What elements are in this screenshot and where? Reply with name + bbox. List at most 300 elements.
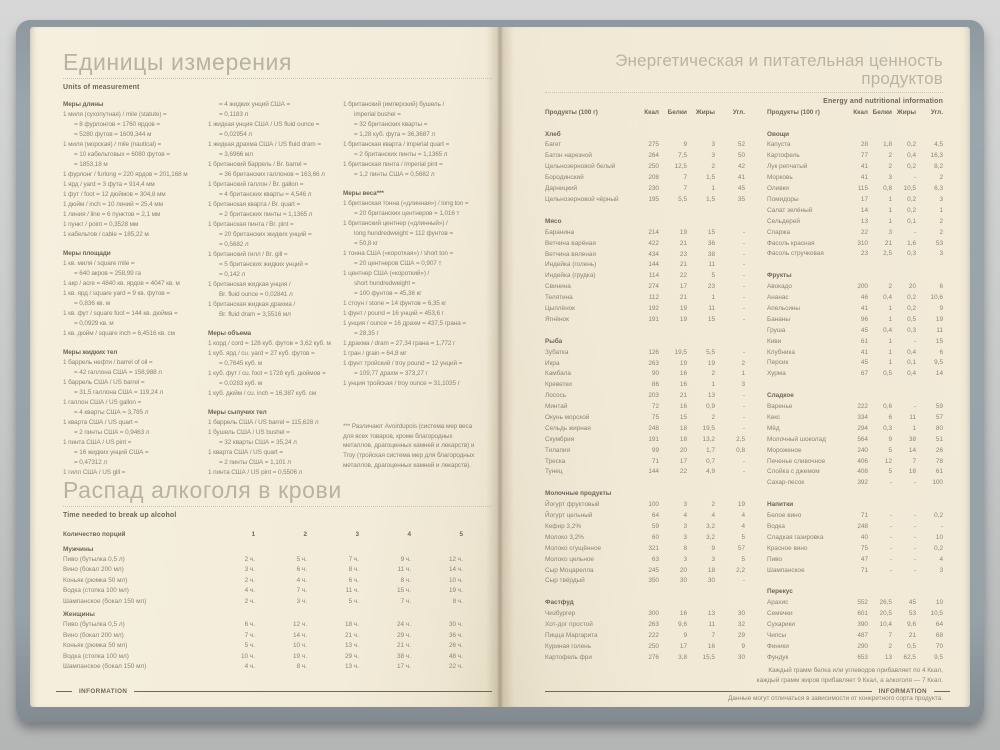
unit-line: = 0,0283 куб. м (219, 380, 263, 388)
alcohol-row-value: 8 ч. (452, 597, 463, 605)
nutrition-row (767, 195, 943, 206)
nutrition-row (767, 140, 943, 151)
alcohol-row-value: 8 ч. (348, 566, 359, 574)
nutrition-row-value: 1,5 (706, 174, 715, 182)
units-column (343, 100, 481, 478)
nutrition-section-heading: Овощи (767, 130, 790, 138)
nutrition-row (767, 446, 943, 457)
nutrition-row-value: - (742, 294, 745, 302)
nutrition-row-value: 23 (707, 283, 715, 291)
units-block (63, 249, 201, 339)
nutrition-row-value: 264 (648, 152, 659, 160)
nutrition-row-value: 9,6 (678, 621, 687, 629)
nutrition-row-value: 2 (888, 283, 892, 291)
nutrition-row-value: - (913, 479, 916, 487)
nutrition-row-value: 19,5 (674, 348, 687, 356)
alcohol-row-value: 10 ч. (293, 642, 307, 650)
unit-line: = 4 жидких унций США = (219, 101, 291, 109)
nutrition-row-value: 26 (935, 446, 943, 454)
nutrition-row-value: 7 (912, 457, 916, 465)
alcohol-row-value: 10 ч. (449, 576, 463, 584)
nutrition-row-value: 11 (708, 261, 715, 269)
unit-line: 1 кв. ярд / square yard = 9 кв. футов = (63, 290, 170, 298)
nutrition-row-value: 10,4 (879, 621, 892, 629)
nutrition-header-label: Продукты (100 г) (767, 108, 820, 116)
nutrition-row-value: 13 (707, 610, 715, 618)
nutrition-row-value: 60 (651, 533, 659, 541)
unit-line: = 42 галлона США = 158,988 л (74, 369, 162, 377)
nutrition-row (545, 271, 745, 282)
nutrition-row-value: 5,5 (706, 348, 715, 356)
nutrition-row-value: 41 (860, 174, 868, 182)
nutrition-row-value: 10,5 (930, 610, 943, 618)
nutrition-row-value: 23 (679, 250, 687, 258)
nutrition-row (545, 195, 745, 206)
alcohol-row-label: Коньяк (рюмка 50 мл) (63, 576, 128, 584)
nutrition-row-value: 7 (888, 632, 892, 640)
nutrition-row-value: 1 (888, 304, 892, 312)
nutrition-row (767, 598, 943, 609)
nutrition-row-label: Лосось (545, 392, 567, 400)
nutrition-row-label: Кефир 3,2% (545, 523, 582, 531)
nutrition-row-label: Апельсины (767, 304, 801, 312)
left-page (30, 27, 500, 707)
nutrition-row-label: Кекс (767, 414, 781, 421)
nutrition-row-label: Морковь (767, 174, 793, 182)
nutrition-row-label: Тилапия (545, 446, 570, 454)
nutrition-row-value: 214 (648, 228, 659, 236)
nutrition-row-value: 9 (888, 435, 892, 443)
nutrition-row (767, 239, 943, 250)
alcohol-row (63, 652, 492, 662)
nutrition-row-value: - (742, 392, 745, 400)
nutrition-row-value: 62,5 (903, 653, 916, 661)
nutrition-row-value: 2 (939, 174, 943, 182)
unit-line: 1 акр / acre = 4840 кв. ярдов = 4047 кв. м (63, 280, 180, 288)
nutrition-row-label: Капуста (767, 141, 791, 149)
unit-line: 1 фунт / pound = 16 унций = 453,6 г (343, 310, 444, 318)
nutrition-row-value: 487 (857, 632, 868, 640)
unit-line: 1 британская пинта / imperial pint = (343, 161, 443, 169)
units-block (63, 100, 201, 240)
nutrition-row-value: 13 (860, 217, 868, 225)
footnote-line: Каждый грамм белка или углеводов прибавляет по 4 Ккал, (768, 666, 943, 674)
left-page-content (30, 27, 500, 707)
unit-line: 1 жидкая драхма США / US fluid dram = (208, 141, 321, 149)
units-column (63, 100, 201, 478)
nutrition-row-value: 10,5 (903, 185, 916, 193)
nutrition-section-heading: Напитки (767, 501, 794, 509)
nutrition-row (545, 239, 745, 250)
nutrition-row (767, 162, 943, 173)
nutrition-row (767, 424, 943, 435)
nutrition-row (545, 446, 745, 457)
nutrition-row-value: 15,5 (702, 653, 715, 661)
alcohol-row-label: Водка (стопка 100 мл) (63, 587, 129, 595)
nutrition-row-value: 250 (648, 163, 659, 171)
nutrition-section (545, 130, 745, 206)
nutrition-row-label: Пиво (767, 555, 783, 563)
title-rule (63, 506, 492, 507)
nutrition-row-label: Йогурт цельный (545, 512, 593, 520)
nutrition-row (767, 478, 943, 489)
unit-line: = 2 пинты США = 1,101 л (219, 459, 291, 467)
nutrition-row-value: - (940, 523, 943, 531)
nutrition-row (767, 348, 943, 359)
nutrition-row-label: Картофель фри (545, 653, 592, 661)
footnote-line: Данные могут отличаться в зависимости от конкретного сорта продукта. (728, 694, 943, 702)
nutrition-row-value: 21 (908, 632, 916, 640)
alcohol-row-value: 4 ч. (244, 663, 255, 670)
nutrition-row (767, 337, 943, 348)
nutrition-row-value: 1 (888, 195, 892, 203)
nutrition-row-label: Пицца Маргарита (545, 632, 598, 640)
nutrition-row-value: - (913, 523, 916, 531)
nutrition-row-value: 15 (707, 315, 715, 323)
nutrition-row (545, 457, 745, 468)
nutrition-row-value: 26,5 (879, 599, 892, 607)
nutrition-row (545, 304, 745, 315)
nutrition-row-value: 71 (860, 566, 868, 574)
nutrition-row-value: 321 (648, 544, 659, 552)
alcohol-row-value: 9 ч. (400, 556, 411, 564)
units-block (63, 348, 201, 478)
nutrition-row-value: 21 (679, 239, 687, 247)
nutrition-row (545, 424, 745, 435)
nutrition-row-value: 19 (707, 359, 715, 367)
nutrition-row-value: 2 (888, 163, 892, 171)
alcohol-row (63, 620, 492, 630)
nutrition-row-value: 20 (679, 566, 687, 574)
unit-line: 1 кв. миля / square mile = (63, 260, 135, 268)
alcohol-header-portions: 4 (407, 531, 411, 539)
unit-line: = 5 британских жидких унций = (219, 261, 309, 269)
alcohol-row-value: 29 ч. (345, 652, 359, 660)
unit-line: 1 стоун / stone = 14 фунтов = 6,35 кг (343, 300, 447, 308)
alcohol-row (63, 662, 492, 672)
nutrition-row-value: 0,8 (736, 446, 745, 454)
nutrition-row-value: 15 (935, 337, 943, 345)
nutrition-row-value: 0,6 (883, 403, 892, 411)
nutrition-row-value: 80 (935, 424, 943, 432)
nutrition-row-value: 59 (651, 523, 659, 531)
nutrition-header-col: Ккал (853, 108, 868, 116)
nutrition-row (767, 511, 943, 522)
nutrition-row-value: 276 (648, 653, 659, 661)
nutrition-row-value: 406 (857, 457, 868, 465)
nutrition-header-col: Белки (667, 108, 687, 116)
nutrition-section (767, 500, 943, 576)
nutrition-section (767, 271, 943, 380)
alcohol-row-value: 38 ч. (397, 652, 411, 660)
nutrition-row-value: 1 (939, 206, 943, 214)
nutrition-row-value: 21 (679, 392, 687, 400)
nutrition-row-value: 3,2 (706, 523, 715, 531)
alcohol-row-value: 10 ч. (241, 652, 255, 660)
nutrition-row-label: Треска (545, 457, 566, 465)
nutrition-row-value: 9 (711, 544, 715, 552)
units-section-heading: Меры площади (63, 250, 111, 258)
nutrition-row-value: 248 (857, 523, 868, 531)
nutrition-row (767, 151, 943, 162)
alcohol-row-value: 7 ч. (296, 587, 307, 595)
nutrition-row-value: 8 (683, 544, 687, 552)
nutrition-row-value: - (889, 555, 892, 563)
nutrition-row-value: 1 (888, 217, 892, 225)
nutrition-row-value: 50 (737, 152, 745, 160)
unit-line: long hundredweight = 112 фунтов = (354, 230, 453, 238)
nutrition-row-value: 45 (908, 599, 916, 607)
nutrition-header-col: Угл. (930, 108, 943, 116)
nutrition-row-label: Хурма (767, 370, 786, 378)
nutrition-row-value: 30 (737, 653, 745, 661)
nutrition-row-value: 45 (860, 326, 868, 334)
nutrition-row-value: 203 (648, 392, 659, 400)
nutrition-footnotes (545, 666, 943, 704)
unit-line: 1 унция тройская / troy ounce = 31,1035 г (343, 380, 460, 388)
nutrition-row-value: - (889, 479, 892, 487)
nutrition-row-value: 10 (935, 533, 943, 541)
nutrition-row-value: 1 (711, 185, 715, 193)
nutrition-row-value: 5,5 (678, 195, 687, 203)
nutrition-row-value: 10 (935, 599, 943, 607)
nutrition-row-value: 2 (741, 359, 745, 367)
alcohol-row-value: 36 ч. (449, 631, 463, 639)
nutrition-row-label: Цыплёнок (545, 304, 575, 312)
nutrition-row-value: 20 (679, 446, 687, 454)
nutrition-row-value: 1 (888, 315, 892, 323)
nutrition-row (767, 217, 943, 228)
unit-line: = 640 акров = 258,99 га (74, 270, 141, 278)
nutrition-row (545, 533, 745, 544)
nutrition-row-label: Сельдь жирная (545, 424, 591, 432)
nutrition-row-value: 57 (737, 544, 745, 552)
nutrition-row-value: 12,5 (674, 163, 687, 171)
footnote-line: каждый грамм жиров прибавляет 9 Ккал, а алкоголя — 7 Ккал. (756, 676, 943, 684)
unit-line: 1 британский галлон / Br. gallon = (208, 181, 304, 189)
nutrition-row-label: Телятина (545, 294, 573, 302)
nutrition-row (767, 566, 943, 577)
nutrition-row-value: - (742, 468, 745, 476)
nutrition-row-value: 1,7 (706, 446, 715, 454)
nutrition-row-value: 350 (648, 577, 659, 585)
nutrition-row-value: 0,4 (883, 294, 892, 302)
alcohol-header-portions: 3 (355, 531, 359, 539)
nutrition-row (545, 391, 745, 402)
nutrition-row-value: 40 (860, 533, 868, 541)
unit-line: = 4 британских кварты = 4,546 л (219, 191, 312, 199)
nutrition-row (767, 467, 943, 478)
unit-line: = 0,836 кв. м (74, 300, 111, 308)
nutrition-row-value: 1 (711, 294, 715, 302)
nutrition-row-value: 334 (857, 414, 868, 421)
nutrition-row-value: 245 (648, 566, 659, 574)
unit-line: = 0,47312 л (74, 459, 108, 467)
nutrition-row-value: 564 (857, 435, 868, 443)
unit-line: = 32 британских кварты = (354, 121, 428, 129)
nutrition-row-value: 45 (737, 185, 745, 193)
nutrition-row-value: 191 (648, 315, 659, 323)
footer-label: INFORMATION (878, 688, 927, 695)
units-section-heading: Меры жидких тел (63, 349, 118, 357)
units-section-heading: Меры веса*** (343, 190, 384, 198)
nutrition-row-value: 1 (888, 348, 892, 356)
nutrition-row-value: 19 (737, 501, 745, 509)
nutrition-row-value: 1 (888, 206, 892, 214)
nutrition-row-value: 208 (648, 174, 659, 182)
unit-line: = 20 центнеров США = 0,907 т (354, 260, 442, 268)
footer-dash (934, 691, 950, 692)
units-block (208, 408, 336, 478)
nutrition-row-label: Молоко сгущённое (545, 544, 602, 552)
nutrition-row-value: 5 (888, 468, 892, 476)
nutrition-row-value: 2 (939, 217, 943, 225)
nutrition-row-value: 0,1 (907, 217, 916, 225)
nutrition-row-label: Чипсы (767, 632, 787, 640)
alcohol-row (63, 565, 492, 575)
nutrition-row-value: 310 (857, 239, 868, 247)
nutrition-row-value: 3 (741, 381, 745, 389)
alcohol-row-label: Пиво (бутылка 0,5 л) (63, 556, 125, 564)
unit-line: = 100 фунтов = 45,36 кг (354, 290, 422, 298)
nutrition-row-value: 0,9 (706, 403, 715, 411)
right-page (500, 27, 970, 707)
nutrition-row-value: 41 (860, 163, 868, 171)
unit-line: = 1,28 куб. фута = 36,3687 л (354, 131, 435, 139)
nutrition-row-value: 78 (935, 457, 943, 465)
nutrition-row-value: 1 (912, 424, 916, 432)
footer-line (134, 691, 492, 692)
nutrition-row-value: 1 (711, 381, 715, 389)
nutrition-row-value: 6 (888, 414, 892, 421)
alcohol-row-value: 6 ч. (296, 566, 307, 574)
nutrition-row-value: 67 (860, 370, 868, 378)
nutrition-table-left (545, 108, 745, 664)
nutrition-row-value: 552 (857, 599, 868, 607)
nutrition-row-value: 9 (683, 141, 687, 149)
nutrition-row-value: 114 (648, 272, 659, 280)
nutrition-row-value: 2 (711, 163, 715, 171)
unit-line: 1 пинта США / US pint = 0,5506 л (208, 469, 303, 477)
nutrition-row-label: Бородинский (545, 174, 584, 182)
nutrition-row-value: 4 (741, 523, 745, 531)
unit-line: 1 фунт тройский / troy pound = 12 унций = (343, 360, 463, 368)
nutrition-row-value: 17 (679, 642, 687, 650)
nutrition-row (767, 173, 943, 184)
nutrition-row-value: 18 (908, 468, 916, 476)
unit-line: = 36 британских галлонов = 163,66 л (219, 171, 325, 179)
nutrition-row-value: 0,5 (883, 370, 892, 378)
nutrition-row-value: 22 (679, 272, 687, 280)
nutrition-row-value: 19 (679, 359, 687, 367)
nutrition-row-value: 16 (679, 381, 687, 389)
units-footnote: *** Различают Avoirdupois (система мер веса для всех товаров, кроме благородных металлов, драгоценных камней и лекарств) и Troy (тройская система мер для благородных металлов, драгоценных камней и лекарств). (343, 423, 475, 469)
alcohol-row-value: 48 ч. (449, 652, 463, 660)
nutrition-row (545, 359, 745, 370)
title-rule (63, 78, 492, 79)
nutrition-row-value: 0,1 (907, 359, 916, 367)
nutrition-row-value: 9,5 (934, 359, 943, 367)
unit-line: 1 унция / ounce = 16 драхм = 437,5 грана = (343, 320, 466, 328)
nutrition-row-value: 53 (935, 239, 943, 247)
nutrition-section (545, 337, 745, 479)
nutrition-row-value: - (742, 348, 745, 356)
unit-line: 1 баррель нефти / barrel of oil = (63, 359, 153, 367)
unit-line: = 0,7645 куб. м (219, 360, 263, 368)
nutrition-row-label: Молочный шоколад (767, 435, 826, 443)
nutrition-row-value: 7 (711, 632, 715, 640)
nutrition-row-value: 3 (939, 250, 943, 258)
nutrition-row-value: 2,2 (736, 566, 745, 574)
nutrition-row (545, 369, 745, 380)
nutrition-row-value: 41 (860, 304, 868, 312)
unit-line: = 31,5 галлона США = 119,24 л (74, 389, 164, 397)
unit-line: 1 тонна США («короткая») / short ton = (343, 250, 454, 258)
nutrition-row-value: 1,8 (883, 141, 892, 149)
nutrition-row-value: 2 (711, 370, 715, 378)
nutrition-row-value: 23 (860, 250, 868, 258)
alcohol-row (63, 631, 492, 641)
nutrition-row-value: 19 (679, 228, 687, 236)
nutrition-header-col: Жиры (896, 108, 916, 116)
nutrition-row-value: 0,2 (907, 195, 916, 203)
alcohol-table (63, 530, 492, 672)
nutrition-row (545, 140, 745, 151)
alcohol-row-value: 24 ч. (397, 621, 411, 629)
nutrition-row-value: 2 (711, 414, 715, 421)
units-column (208, 100, 336, 478)
nutrition-row-value: 240 (857, 446, 868, 454)
nutrition-row-label: Сухарики (767, 621, 795, 629)
nutrition-row (545, 402, 745, 413)
nutrition-row-label: Красное вино (767, 544, 808, 552)
nutrition-row-value: 22 (860, 228, 868, 236)
alcohol-row-value: 6 ч. (348, 576, 359, 584)
unit-line: imperial bushel = (354, 111, 401, 119)
nutrition-row-value: 126 (648, 348, 659, 356)
nutrition-row-label: Тунец (545, 468, 563, 476)
nutrition-row-value: 16 (679, 610, 687, 618)
nutrition-row-value: 6 (939, 283, 943, 291)
nutrition-row-value: - (913, 174, 916, 182)
nutrition-row-value: 3 (683, 501, 687, 509)
nutrition-row-label: Хот-дог простой (545, 621, 593, 629)
nutrition-section-heading: Хлеб (545, 130, 561, 138)
alcohol-header-row (63, 530, 492, 540)
alcohol-row-label: Шампанское (бокал 150 мл) (63, 597, 147, 605)
nutrition-row-value: 2,5 (883, 250, 892, 258)
nutrition-row-value: 7 (683, 185, 687, 193)
nutrition-row-label: Салат зелёный (767, 206, 813, 214)
nutrition-row-value: 9 (683, 632, 687, 640)
alcohol-row-label: Коньяк (рюмка 50 мл) (63, 642, 128, 650)
nutrition-row-value: - (913, 533, 916, 541)
nutrition-row-value: - (742, 239, 745, 247)
unit-line: Br. fluid dram = 3,5516 мл (219, 311, 291, 319)
nutrition-row-value: 86 (651, 381, 659, 389)
nutrition-row-value: 9 (741, 642, 745, 650)
nutrition-row-value: 38 (908, 435, 916, 443)
nutrition-row-value: 11 (708, 304, 715, 312)
unit-line: = 0,1183 л (219, 111, 249, 119)
alcohol-row-value: 26 ч. (449, 642, 463, 650)
alcohol-row (63, 586, 492, 596)
nutrition-row (767, 653, 943, 664)
nutrition-row-value: 35 (737, 195, 745, 203)
nutrition-row-value: 45 (860, 359, 868, 367)
nutrition-row-value: 28 (860, 141, 868, 149)
unit-line: 1 драхма / dram = 27,34 грана = 1,772 г (343, 340, 456, 348)
